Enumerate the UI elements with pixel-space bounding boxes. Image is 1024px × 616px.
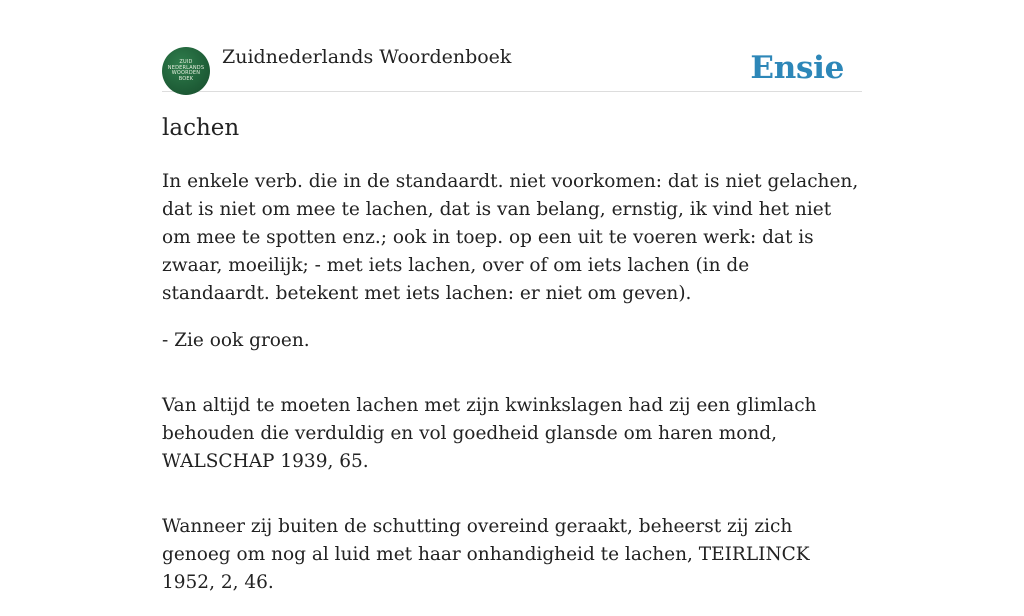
logo-line: WOORDEN [171,70,201,76]
entry-headword: lachen [162,115,240,141]
entry-body [162,168,862,616]
entry-definition: In enkele verb. die in de standaardt. niet voorkomen: dat is niet gelachen, dat is niet om mee te lachen, dat is van belang, ernstig, ik vind het niet om mee te spotten enz.; ook in toep. op een uit te voeren werk: dat is zwaar, moeilijk; - met iets lachen, over of om iets lachen (in de standaardt. betekent met iets lachen: er niet om geven). [162,171,859,304]
site-header [162,44,862,92]
see-also-note: - Zie ook groen. [162,330,310,351]
citation-quote: Wanneer zij buiten de schutting overeind geraakt, beheerst zij zich genoeg om nog al luid met haar onhandigheid te lachen, TEIRLINCK 1952, 2, 46. [162,516,810,593]
logo-line: BOEK [178,75,194,82]
brand-logo-link[interactable]: Ensie [750,50,844,86]
logo-line: NEDERLANDS [167,64,205,71]
citation-quote: Van altijd te moeten lachen met zijn kwinkslagen had zij een glimlach behouden die verduldig en vol goedheid glansde om haren mond, WALSCHAP 1939, 65. [162,395,817,472]
source-name-link[interactable]: Zuidnederlands Woordenboek [222,46,512,68]
dictionary-logo[interactable] [162,47,210,95]
logo-line: ZUID [179,59,193,65]
